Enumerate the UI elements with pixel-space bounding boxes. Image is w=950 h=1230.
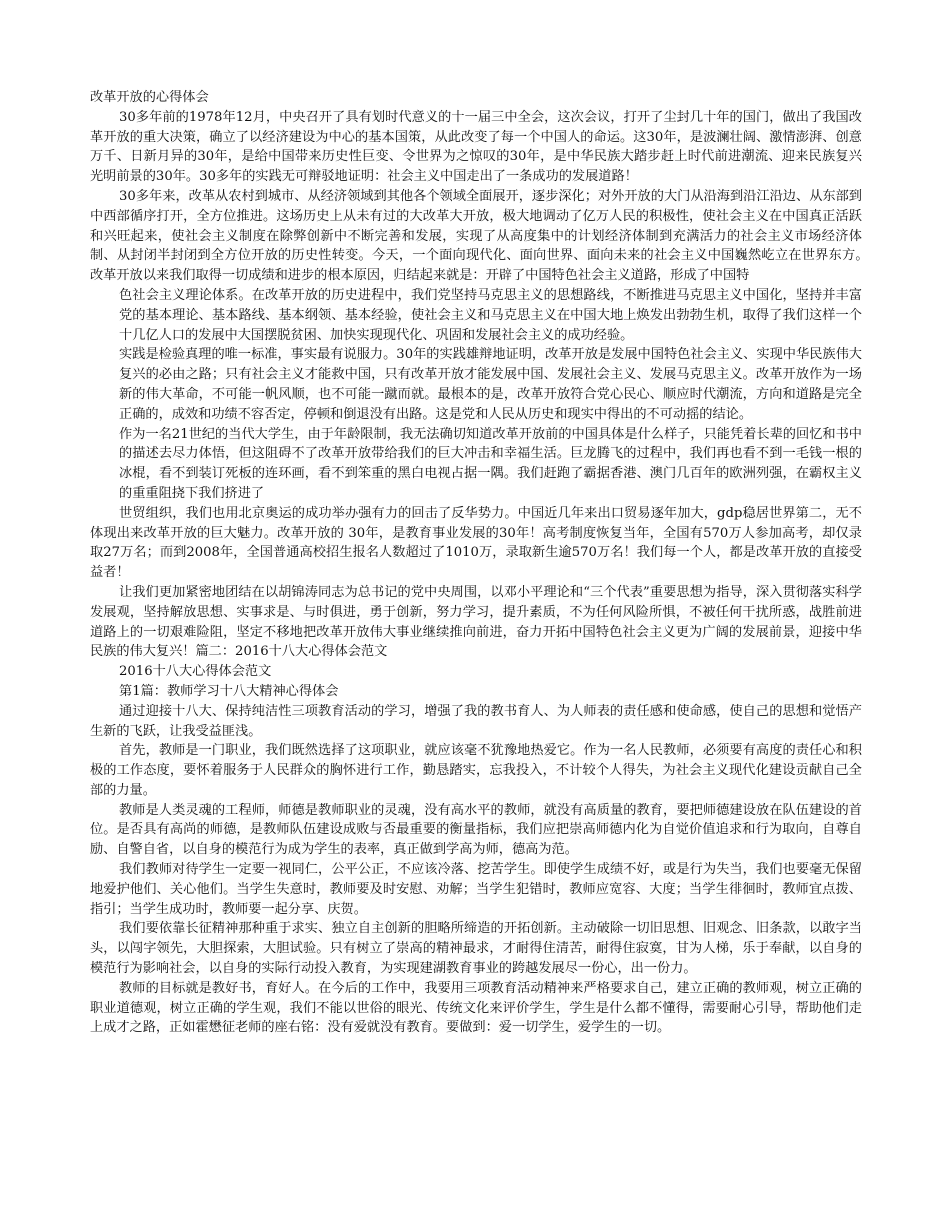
paragraph: 30多年前的1978年12月，中央召开了具有划时代意义的十一届三中全会，这次会议，打开了尘封几十年的国门，做出了我国改革开放的重大决策，确立了以经济建设为中心的基本国策，从此改变了每一个中国人的命运。这30年，是波澜壮阔、激情澎湃、创意万千、日新月异的30年，是给中国带来历史性巨变、令世界为之惊叹的30年，是中华民族大踏步赶上时代前进潮流、迎来民族复兴光明前景的30年。30多年的实践无可辩驳地证明：社会主义中国走出了一条成功的发展道路！ <box>90 109 862 185</box>
paragraph: 首先，教师是一门职业，我们既然选择了这项职业，就应该毫不犹豫地热爱它。作为一名人民教师，必须要有高度的责任心和积极的工作态度，要怀着服务于人民群众的胸怀进行工作，勤恳踏实，忘我投入，不计较个人得失，为社会主义现代化建设贡献自己全部的力量。 <box>90 743 862 798</box>
paragraph: 色社会主义理论体系。在改革开放的历史进程中，我们党坚持马克思主义的思想路线，不断推进马克思主义中国化，坚持并丰富党的基本理论、基本路线、基本纲领、基本经验，使社会主义和马克思主义在中国大地上焕发出勃勃生机，取得了我们这样一个十几亿人口的发展中大国摆脱贫困、加快实现现代化、巩固和发展社会主义的成功经验。 <box>119 287 862 343</box>
paragraph: 世贸组织，我们也用北京奥运的成功举办强有力的回击了反华势力。中国近几年来出口贸易逐年加大，gdp稳居世界第二，无不体现出来改革开放的巨大魅力。改革开放的 30年，是教育事业发展的30年！高考制度恢复当年，全国有570万人参加高考，却仅录取27万名；而到2008年，全国普通高校招生报名人数超过了1010万，录取新生逾570万名！我们每一个人，都是改革开放的直接受益者！ <box>90 505 862 581</box>
section-heading: 2016十八大心得体会范文 <box>119 664 272 680</box>
paragraph: 我们要依靠长征精神那种重于求实、独立自主创新的胆略所缔造的开拓创新。主动破除一切旧思想、旧观念、旧条款，以敢字当头，以闯字领先，大胆探索，大胆试验。只有树立了崇高的精神最求，才耐得住清苦，耐得住寂寞，甘为人梯，乐于奉献，以自身的模范行为影响社会，以自身的实际行动投入教育，为实现建湖教育事业的跨越发展尽一份心，出一份力。 <box>90 921 862 977</box>
paragraph: 我们教师对待学生一定要一视同仁，公平公正，不应该冷落、挖苦学生。即使学生成绩不好，或是行为失当，我们也要毫无保留地爱护他们、关心他们。当学生失意时，教师要及时安慰、劝解；当学生犯错时，教师应宽容、大度；当学生徘徊时，教师宜点拨、指引；当学生成功时，教师要一起分享、庆贺。 <box>90 862 862 917</box>
paragraph: 30多年来，改革从农村到城市、从经济领域到其他各个领域全面展开，逐步深化；对外开放的大门从沿海到沿江沿边、从东部到中西部循序打开，全方位推进。这场历史上从未有过的大改革大开放，极大地调动了亿万人民的积极性，使社会主义在中国真正活跃和兴旺起来，使社会主义制度在除弊创新中不断完善和发展，实现了从高度集中的计划经济体制到充满活力的社会主义市场经济体制、从封闭半封闭到全方位开放的历史性转变。今天，一个面向现代化、面向世界、面向未来的社会主义中国巍然屹立在世界东方。 改革开放以来我们取得一切成绩和进步的根本原因，归结起来就是：开辟了中国特色社会主义道路，形成了中国特 <box>90 188 902 284</box>
paragraph: 通过迎接十八大、保持纯洁性三项教育活动的学习，增强了我的教书育人、为人师表的责任感和使命感，使自己的思想和觉悟产生新的飞跃，让我受益匪浅。 <box>90 703 862 739</box>
document-title: 改革开放的心得体会 <box>90 90 209 105</box>
document-body <box>90 108 902 1038</box>
paragraph: 作为一名21世纪的当代大学生，由于年龄限制，我无法确切知道改革开放前的中国具体是什么样子，只能凭着长辈的回忆和书中的描述去尽力体悟，但这阻碍不了改革开放带给我们的巨大冲击和幸福生活。巨龙腾飞的过程中，我们再也看不到一毛钱一根的冰棍，看不到装订死板的连环画，看不到笨重的黑白电视占据一隅。我们赶跑了霸据香港、澳门几百年的欧洲列强，在霸权主义的重重阻挠下我们挤进了 <box>119 426 862 501</box>
paragraph: 教师是人类灵魂的工程师，师德是教师职业的灵魂，没有高水平的教师，就没有高质量的教育，要把师德建设放在队伍建设的首位。是否具有高尚的师德，是教师队伍建设成败与否最重要的衡量指标，我们应把崇高师德内化为自觉价值追求和行为取向，自尊自励、自警自省，以自身的模范行为成为学生的表率，真正做到学高为师，德高为范。 <box>90 802 862 858</box>
paragraph: 教师的目标就是教好书，育好人。在今后的工作中，我要用三项教育活动精神来严格要求自己，建立正确的教师观，树立正确的职业道德观，树立正确的学生观，我们不能以世俗的眼光、传统文化来评价学生，学生是什么都不懂得，需要耐心引导，帮助他们走上成才之路，正如霍懋征老师的座右铭：没有爱就没有教育。要做到：爱一切学生，爱学生的一切。 <box>90 980 862 1036</box>
section-heading: 第1篇：教师学习十八大精神心得体会 <box>119 683 339 699</box>
paragraph: 实践是检验真理的唯一标准，事实最有说服力。30年的实践雄辩地证明，改革开放是发展中国特色社会主义、实现中华民族伟大复兴的必由之路；只有社会主义才能救中国，只有改革开放才能发展中国、发展社会主义、发展马克思主义。改革开放作为一场新的伟大革命，不可能一帆风顺，也不可能一蹴而就。最根本的是，改革开放符合党心民心、顺应时代潮流，方向和道路是完全正确的，成效和功绩不容否定，停顿和倒退没有出路。这是党和人民从历史和现实中得出的不可动摇的结论。 <box>119 347 862 422</box>
paragraph: 让我们更加紧密地团结在以胡锦涛同志为总书记的党中央周围，以邓小平理论和“三个代表”重要思想为指导，深入贯彻落实科学发展观，坚持解放思想、实事求是、与时俱进，勇于创新，努力学习，提升素质，不为任何风险所惧，不被任何干扰所惑，战胜前进道路上的一切艰难险阻，坚定不移地把改革开放伟大事业继续推向前进，奋力开拓中国特色社会主义更为广阔的发展前景，迎接中华民族的伟大复兴！篇二：2016十八大心得体会范文 <box>90 584 862 660</box>
